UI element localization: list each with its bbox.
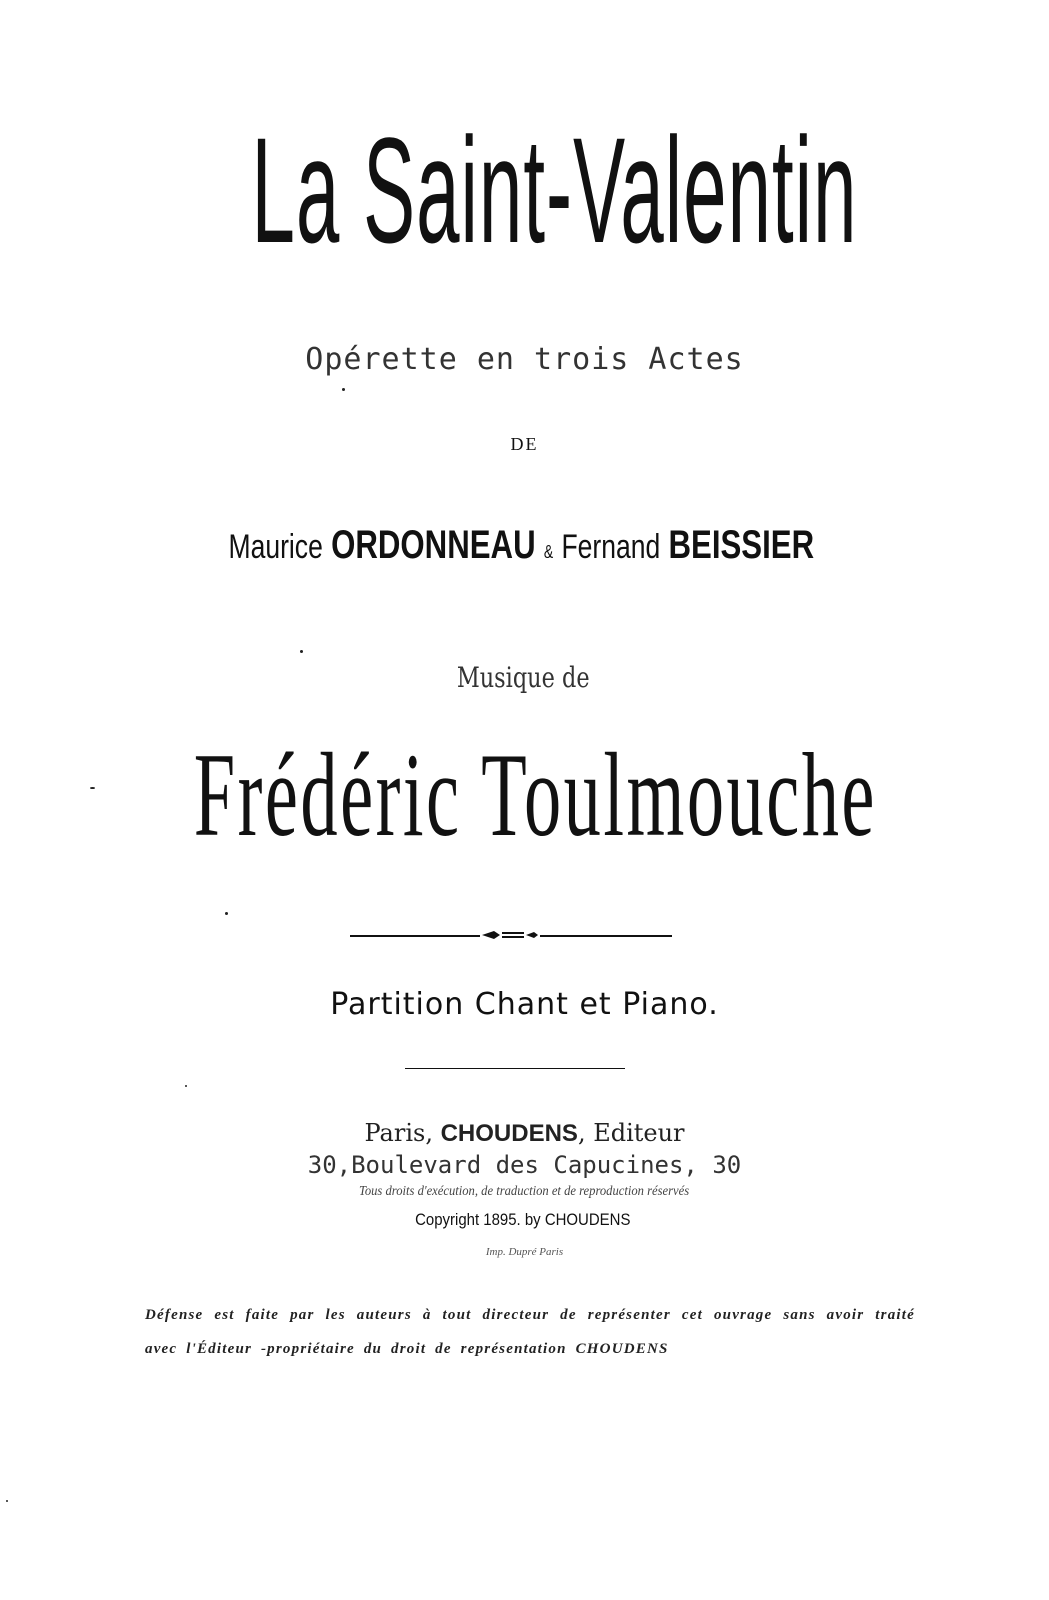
subtitle: Opérette en trois Actes [305,342,744,377]
print-speck [90,787,95,789]
divider-rule [405,1068,625,1069]
print-speck [6,1500,8,1502]
publisher-role: , Editeur [577,1119,685,1147]
by-label: DE [510,434,539,454]
edition-label: Partition Chant et Piano. [330,987,719,1022]
authors [112,520,930,577]
publisher-name: CHOUDENS [440,1120,578,1147]
publisher-city: Paris, [364,1119,433,1147]
ornament-rule-right [540,935,672,937]
rights-reserved: Tous droits d'exécution, de traduction et de reproduction réservés [358,1184,690,1199]
print-speck [342,388,345,391]
ornament-flourish [480,928,540,942]
print-speck [300,650,303,653]
title: La Saint-Valentin [251,106,858,274]
performance-rights-notice: Défense est faite par les auteurs à tout directeur de représenter cet ouvrage sans avoir traité avec l'Éditeur -propriétaire du droit de représentation CHOUDENS [145,1307,915,1357]
author-2-given-name: Fernand [561,528,661,566]
print-speck [225,912,228,915]
authors-conjunction: & [543,542,554,562]
printer-line: Imp. Dupré Paris [485,1246,564,1258]
copyright-line: Copyright 1895. by CHOUDENS [415,1210,631,1229]
author-1-given-name: Maurice [228,528,323,566]
publisher-line [0,1118,1049,1149]
author-2-family-name: BEISSIER [668,523,815,567]
composer-name: Frédéric Toulmouche [193,728,877,861]
print-speck [185,1085,187,1087]
publisher-address: 30,Boulevard des Capucines, 30 [307,1151,742,1179]
ornament-rule-left [350,935,480,937]
author-1-family-name: ORDONNEAU [331,523,536,567]
music-by-label: Musique de [456,661,590,694]
